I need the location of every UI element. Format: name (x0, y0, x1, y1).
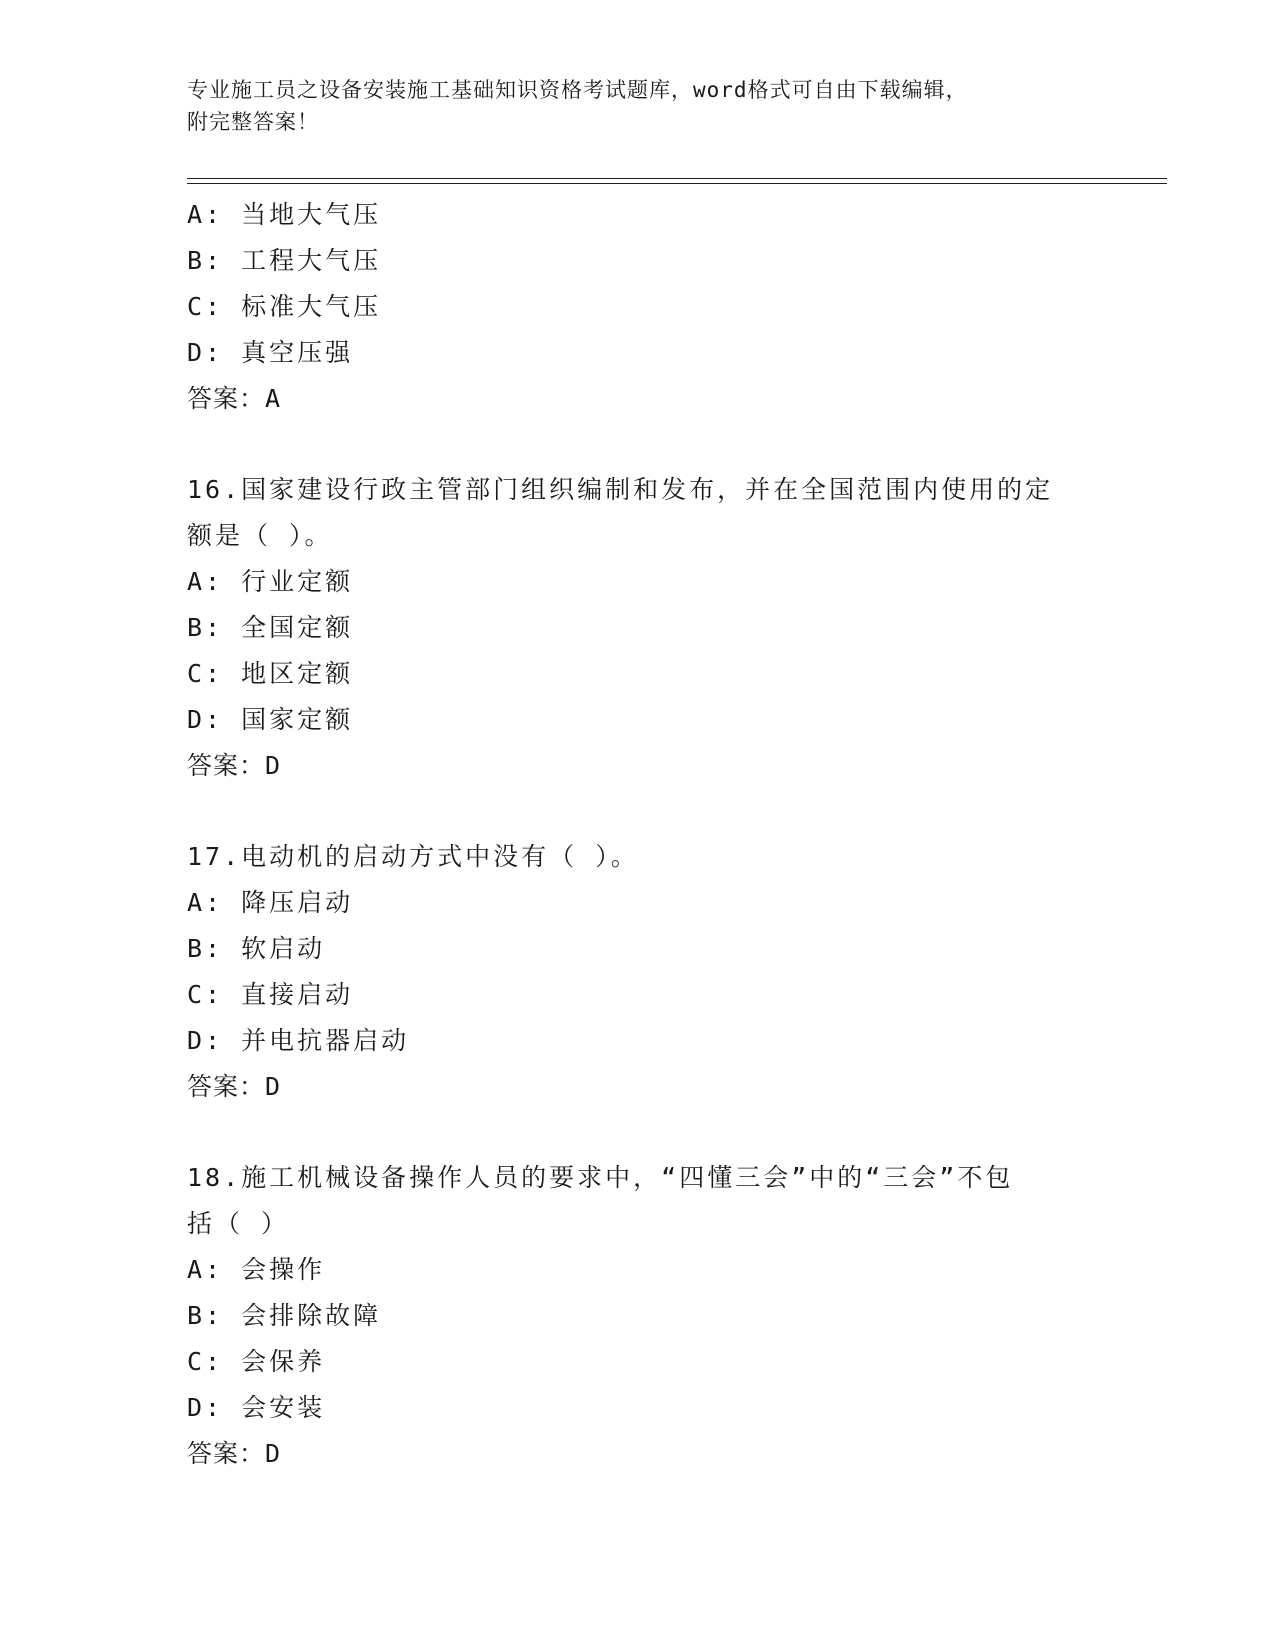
option-b (187, 605, 1127, 651)
option-d (187, 1018, 1127, 1064)
answer-line (187, 376, 1127, 422)
option-text: 并电抗器启动 (241, 1026, 410, 1055)
answer-label: 答案： (187, 1072, 266, 1101)
option-letter: B: (187, 613, 224, 642)
header-line-1: 专业施工员之设备安装施工基础知识资格考试题库，word格式可自由下载编辑， (187, 78, 968, 102)
option-text: 工程大气压 (241, 246, 382, 275)
option-text: 会排除故障 (241, 1301, 382, 1330)
option-letter: C: (187, 659, 224, 688)
spacer (187, 422, 1127, 467)
option-text: 全国定额 (241, 613, 354, 642)
answer-label: 答案： (187, 751, 266, 780)
header-line-2: 附完整答案！ (187, 110, 319, 134)
option-letter: D: (187, 1393, 224, 1422)
option-letter: A: (187, 200, 224, 229)
question-stem (187, 834, 1087, 880)
document-header (187, 74, 1087, 138)
option-text: 降压启动 (241, 888, 354, 917)
header-divider-bottom (187, 183, 1167, 184)
answer-label: 答案： (187, 1439, 266, 1468)
option-a (187, 1247, 1127, 1293)
option-letter: B: (187, 1301, 224, 1330)
question-16 (187, 467, 1127, 789)
option-d (187, 330, 1127, 376)
option-a (187, 192, 1127, 238)
stem-line-1: 17.电动机的启动方式中没有（ ）。 (187, 842, 639, 871)
option-letter: D: (187, 338, 224, 367)
option-text: 地区定额 (241, 659, 354, 688)
option-a (187, 559, 1127, 605)
answer-line (187, 1064, 1127, 1110)
option-text: 直接启动 (241, 980, 354, 1009)
option-text: 软启动 (241, 934, 326, 963)
answer-label: 答案： (187, 384, 266, 413)
stem-line-2: 额是（ ）。 (187, 521, 333, 550)
option-c (187, 651, 1127, 697)
option-letter: C: (187, 980, 224, 1009)
option-c (187, 1339, 1127, 1385)
option-letter: A: (187, 888, 224, 917)
question-15-tail (187, 192, 1127, 422)
stem-line-1: 18.施工机械设备操作人员的要求中，“四懂三会”中的“三会”不包 (187, 1163, 1014, 1192)
option-letter: D: (187, 705, 224, 734)
question-stem (187, 467, 1087, 559)
option-d (187, 1385, 1127, 1431)
option-text: 当地大气压 (241, 200, 382, 229)
answer-value: D (265, 1439, 282, 1468)
option-letter: B: (187, 934, 224, 963)
option-text: 国家定额 (241, 705, 354, 734)
stem-line-1: 16.国家建设行政主管部门组织编制和发布，并在全国范围内使用的定 (187, 475, 1054, 504)
answer-value: D (265, 1072, 282, 1101)
stem-line-2: 括（ ） (187, 1209, 290, 1238)
answer-line (187, 1431, 1127, 1477)
option-letter: A: (187, 567, 224, 596)
header-divider-top (187, 178, 1167, 179)
option-b (187, 1293, 1127, 1339)
answer-line (187, 743, 1127, 789)
option-letter: D: (187, 1026, 224, 1055)
option-letter: B: (187, 246, 224, 275)
option-text: 真空压强 (241, 338, 354, 367)
option-a (187, 880, 1127, 926)
question-18 (187, 1155, 1127, 1477)
question-list (187, 192, 1127, 1477)
option-d (187, 697, 1127, 743)
option-text: 行业定额 (241, 567, 354, 596)
option-b (187, 926, 1127, 972)
option-letter: C: (187, 1347, 224, 1376)
answer-value: A (265, 384, 282, 413)
option-c (187, 284, 1127, 330)
answer-value: D (265, 751, 282, 780)
option-text: 会保养 (241, 1347, 326, 1376)
spacer (187, 789, 1127, 834)
question-17 (187, 834, 1127, 1110)
option-c (187, 972, 1127, 1018)
option-text: 会操作 (241, 1255, 326, 1284)
option-letter: A: (187, 1255, 224, 1284)
question-stem (187, 1155, 1087, 1247)
option-letter: C: (187, 292, 224, 321)
option-b (187, 238, 1127, 284)
option-text: 标准大气压 (241, 292, 382, 321)
option-text: 会安装 (241, 1393, 326, 1422)
spacer (187, 1110, 1127, 1155)
